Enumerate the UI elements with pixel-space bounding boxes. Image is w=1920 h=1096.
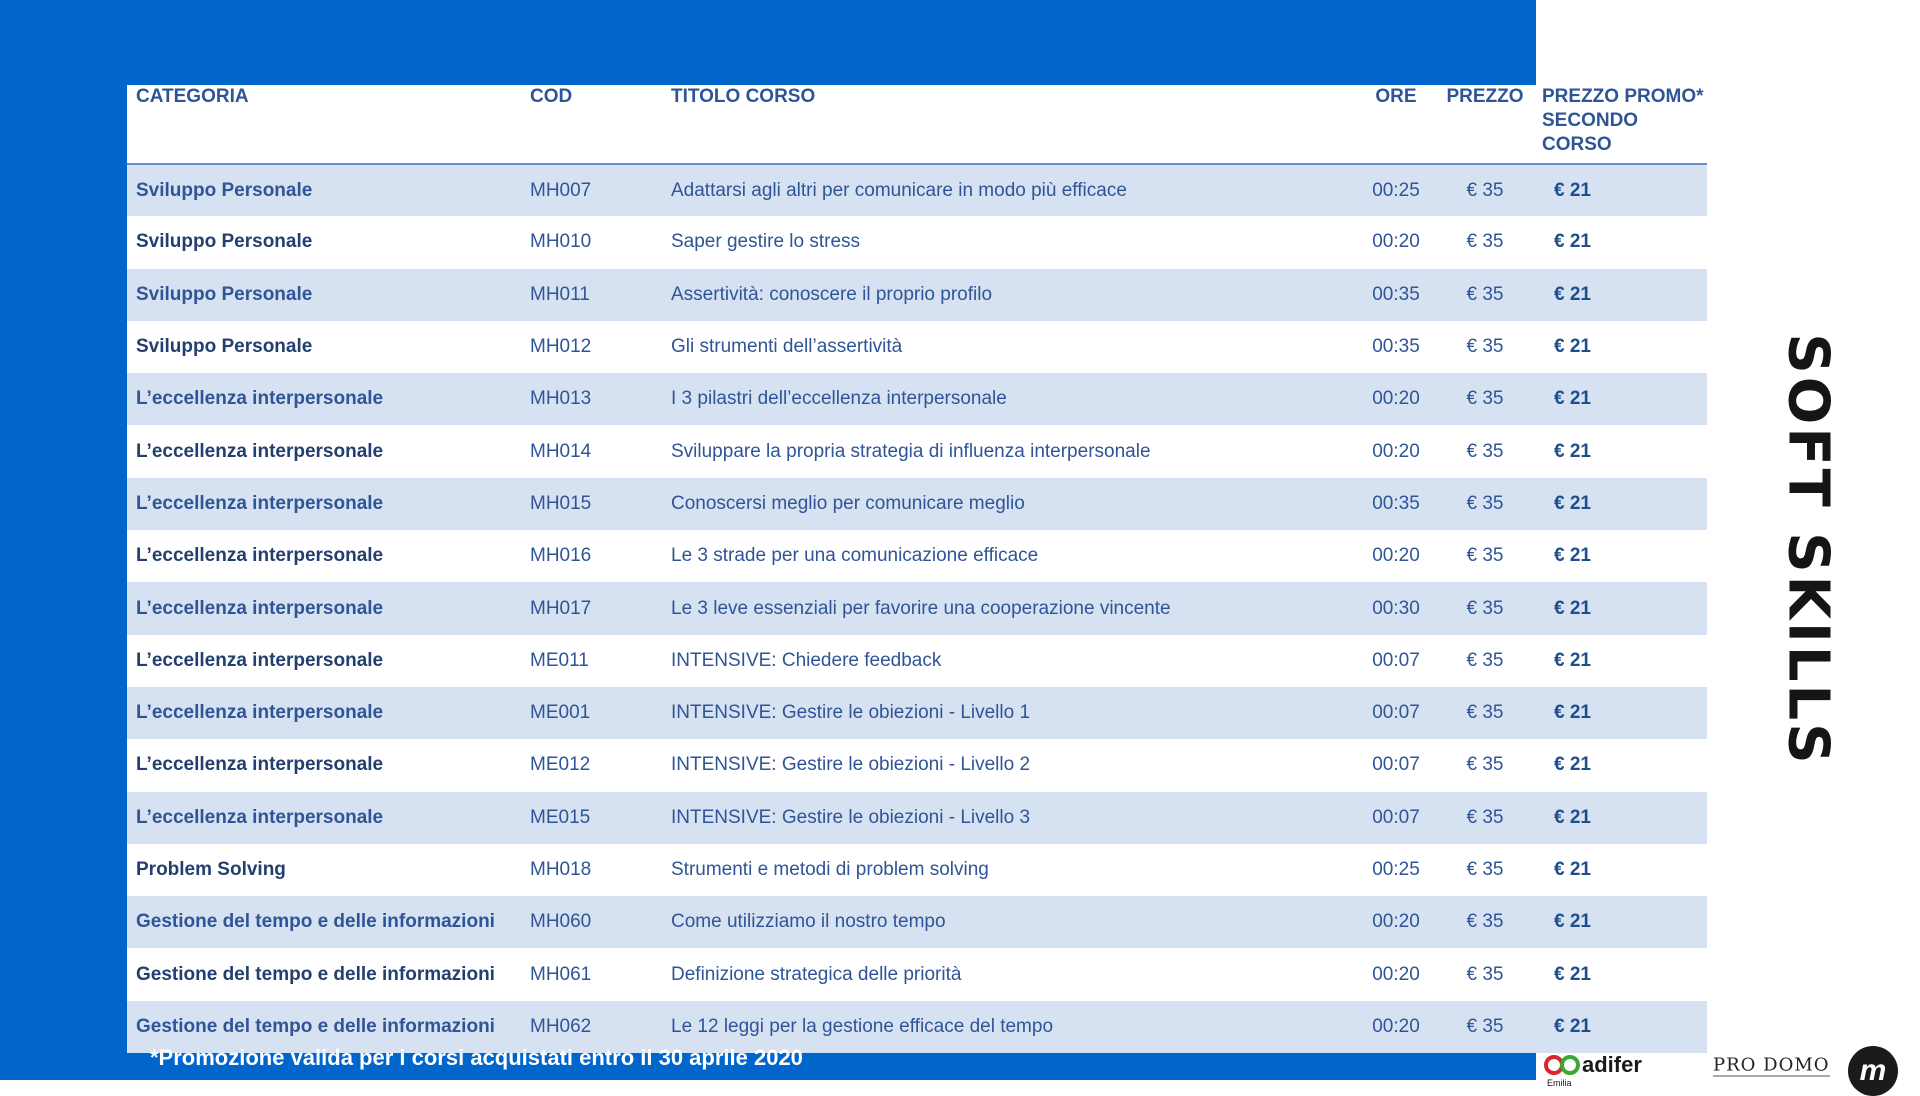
cell-categoria: Sviluppo Personale [127,216,521,268]
cell-prezzo-promo: € 21 [1530,269,1707,321]
cell-cod: MH015 [521,478,662,530]
header-promo-line1: PREZZO PROMO* [1542,86,1704,107]
cell-cod: ME001 [521,687,662,739]
side-title-soft-skills: SOFT SKILLS [1775,333,1841,767]
cell-ore: 00:20 [1352,530,1440,582]
cell-ore: 00:35 [1352,478,1440,530]
cell-ore: 00:35 [1352,321,1440,373]
header-ore: ORE [1352,85,1440,164]
cell-prezzo: € 35 [1440,948,1530,1000]
cell-titolo: Come utilizziamo il nostro tempo [662,896,1352,948]
table-row [127,896,1707,948]
table-row [127,582,1707,634]
cell-prezzo: € 35 [1440,687,1530,739]
cell-prezzo: € 35 [1440,896,1530,948]
cell-prezzo: € 35 [1440,792,1530,844]
cell-prezzo: € 35 [1440,1001,1530,1053]
cell-categoria: L’eccellenza interpersonale [127,635,521,687]
cell-titolo: Sviluppare la propria strategia di influenza interpersonale [662,425,1352,477]
cell-ore: 00:20 [1352,216,1440,268]
cell-prezzo: € 35 [1440,269,1530,321]
cell-cod: MH007 [521,164,662,216]
cell-prezzo-promo: € 21 [1530,321,1707,373]
cell-prezzo: € 35 [1440,373,1530,425]
cell-categoria: L’eccellenza interpersonale [127,792,521,844]
cell-prezzo-promo: € 21 [1530,948,1707,1000]
cell-cod: MH012 [521,321,662,373]
cell-prezzo: € 35 [1440,739,1530,791]
cell-ore: 00:25 [1352,844,1440,896]
table-row [127,792,1707,844]
prodomo-logo: PRO DOMO [1713,1054,1830,1076]
header-prezzo: PREZZO [1440,85,1530,164]
cell-titolo: I 3 pilastri dell’eccellenza interpersonale [662,373,1352,425]
cell-categoria: Problem Solving [127,844,521,896]
cell-ore: 00:07 [1352,739,1440,791]
cell-prezzo: € 35 [1440,530,1530,582]
cell-prezzo: € 35 [1440,478,1530,530]
cell-prezzo-promo: € 21 [1530,164,1707,216]
cell-cod: MH011 [521,269,662,321]
cell-ore: 00:20 [1352,948,1440,1000]
cell-titolo: Gli strumenti dell’assertività [662,321,1352,373]
cell-prezzo: € 35 [1440,635,1530,687]
cell-cod: MH061 [521,948,662,1000]
cell-ore: 00:20 [1352,896,1440,948]
cell-ore: 00:35 [1352,269,1440,321]
cell-categoria: L’eccellenza interpersonale [127,373,521,425]
cell-titolo: INTENSIVE: Gestire le obiezioni - Livello 2 [662,739,1352,791]
header-promo-line2: SECONDO CORSO [1542,110,1639,155]
cell-prezzo: € 35 [1440,164,1530,216]
cell-titolo: Conoscersi meglio per comunicare meglio [662,478,1352,530]
table-row [127,635,1707,687]
cell-ore: 00:25 [1352,164,1440,216]
cell-categoria: L’eccellenza interpersonale [127,739,521,791]
cell-ore: 00:07 [1352,687,1440,739]
cell-titolo: Definizione strategica delle priorità [662,948,1352,1000]
cell-titolo: INTENSIVE: Chiedere feedback [662,635,1352,687]
cell-titolo: Le 3 strade per una comunicazione efficace [662,530,1352,582]
cell-prezzo-promo: € 21 [1530,739,1707,791]
cell-categoria: L’eccellenza interpersonale [127,687,521,739]
cell-categoria: L’eccellenza interpersonale [127,425,521,477]
cell-cod: MH060 [521,896,662,948]
table-row [127,948,1707,1000]
header-categoria: CATEGORIA [127,85,521,164]
cell-prezzo: € 35 [1440,321,1530,373]
cell-categoria: Gestione del tempo e delle informazioni [127,896,521,948]
header-titolo: TITOLO CORSO [662,85,1352,164]
cell-prezzo-promo: € 21 [1530,635,1707,687]
cell-categoria: L’eccellenza interpersonale [127,530,521,582]
cell-titolo: Saper gestire lo stress [662,216,1352,268]
m-logo: m [1848,1046,1898,1096]
cell-cod: ME011 [521,635,662,687]
cell-cod: MH018 [521,844,662,896]
adifer-logo-text: adifer [1582,1052,1642,1077]
cell-titolo: INTENSIVE: Gestire le obiezioni - Livello 1 [662,687,1352,739]
table-row [127,844,1707,896]
cell-prezzo-promo: € 21 [1530,582,1707,634]
cell-ore: 00:20 [1352,373,1440,425]
promo-footnote: *Promozione valida per i corsi acquistati entro il 30 aprile 2020 [150,1045,803,1070]
table-row [127,687,1707,739]
cell-prezzo: € 35 [1440,425,1530,477]
table-row [127,216,1707,268]
cell-prezzo: € 35 [1440,582,1530,634]
table-row [127,478,1707,530]
cell-categoria: Sviluppo Personale [127,164,521,216]
cell-cod: MH062 [521,1001,662,1053]
table-row [127,373,1707,425]
cell-prezzo-promo: € 21 [1530,373,1707,425]
cell-prezzo-promo: € 21 [1530,844,1707,896]
cell-cod: MH014 [521,425,662,477]
cell-titolo: INTENSIVE: Gestire le obiezioni - Livello 3 [662,792,1352,844]
cell-cod: MH010 [521,216,662,268]
cell-prezzo-promo: € 21 [1530,687,1707,739]
cell-prezzo-promo: € 21 [1530,1001,1707,1053]
table-row [127,164,1707,216]
cell-titolo: Le 12 leggi per la gestione efficace del tempo [662,1001,1352,1053]
cell-titolo: Adattarsi agli altri per comunicare in modo più efficace [662,164,1352,216]
cell-prezzo-promo: € 21 [1530,792,1707,844]
cell-prezzo-promo: € 21 [1530,425,1707,477]
cell-titolo: Assertività: conoscere il proprio profilo [662,269,1352,321]
cell-titolo: Le 3 leve essenziali per favorire una cooperazione vincente [662,582,1352,634]
cell-ore: 00:07 [1352,635,1440,687]
cell-cod: MH017 [521,582,662,634]
courses-table [127,85,1707,1053]
table-row [127,739,1707,791]
cell-ore: 00:20 [1352,1001,1440,1053]
table-row [127,269,1707,321]
cell-titolo: Strumenti e metodi di problem solving [662,844,1352,896]
table-row [127,425,1707,477]
header-cod: COD [521,85,662,164]
cell-categoria: Sviluppo Personale [127,321,521,373]
table-header-row [127,85,1707,164]
cell-categoria: Sviluppo Personale [127,269,521,321]
cell-categoria: L’eccellenza interpersonale [127,478,521,530]
cell-categoria: Gestione del tempo e delle informazioni [127,1001,521,1053]
cell-categoria: L’eccellenza interpersonale [127,582,521,634]
cell-prezzo-promo: € 21 [1530,216,1707,268]
cell-prezzo: € 35 [1440,844,1530,896]
cell-cod: MH016 [521,530,662,582]
cell-cod: MH013 [521,373,662,425]
cell-prezzo-promo: € 21 [1530,530,1707,582]
cell-prezzo: € 35 [1440,216,1530,268]
adifer-logo-subtext: Emilia [1547,1078,1572,1088]
cell-ore: 00:20 [1352,425,1440,477]
cell-prezzo-promo: € 21 [1530,478,1707,530]
table-row [127,530,1707,582]
header-prezzo-promo [1530,85,1707,164]
cell-cod: ME012 [521,739,662,791]
table-row [127,321,1707,373]
cell-ore: 00:07 [1352,792,1440,844]
cell-ore: 00:30 [1352,582,1440,634]
cell-prezzo-promo: € 21 [1530,896,1707,948]
adifer-logo [1542,1050,1664,1088]
cell-cod: ME015 [521,792,662,844]
cell-categoria: Gestione del tempo e delle informazioni [127,948,521,1000]
